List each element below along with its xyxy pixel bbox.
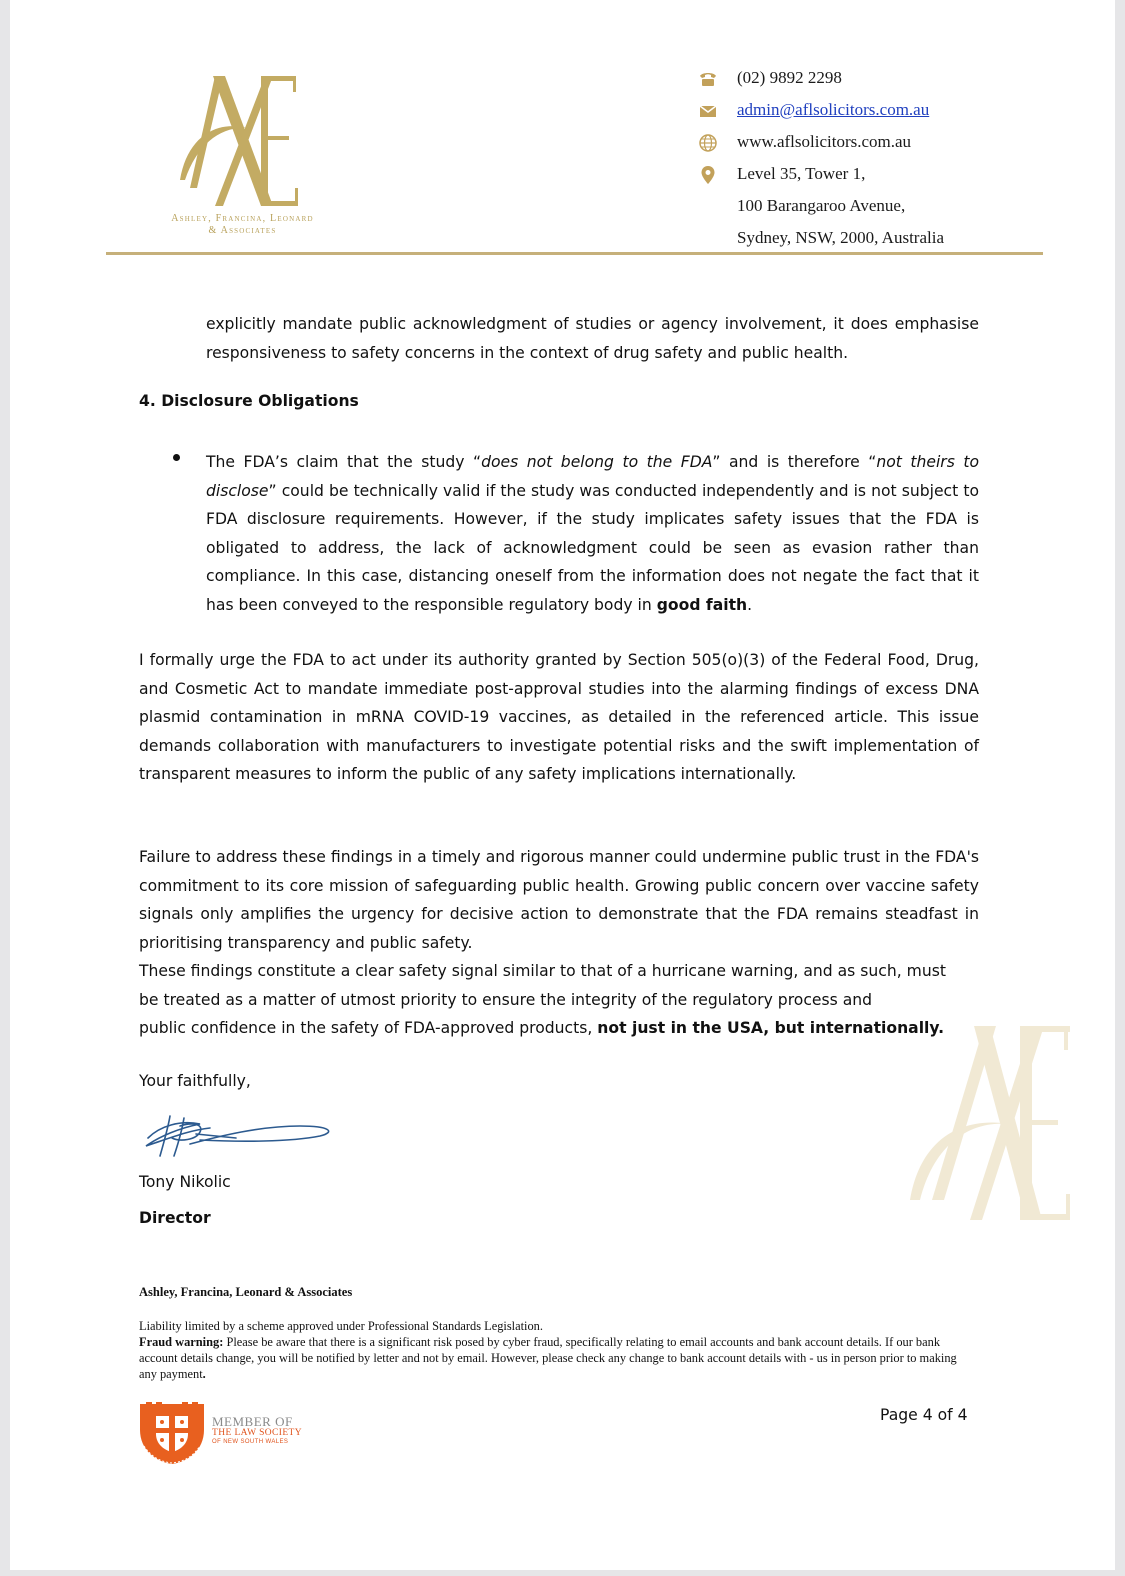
signatory-name: Tony Nikolic <box>139 1173 231 1191</box>
bullet-text-4: . <box>747 595 753 614</box>
failure-paragraph: Failure to address these findings in a timely and rigorous manner could undermine public trust in the FDA's commitment to its core mission of safeguarding public health. Growing public concern over vaccine safety signals only amplifies the urgency for decisive action to demonstrate that the FDA remains steadfast in prioritising transparency and public safety. <box>139 848 979 952</box>
closing-salutation: Your faithfully, <box>139 1072 251 1090</box>
contact-website-row <box>698 128 988 160</box>
bullet-text-1: The FDA’s claim that the study “ <box>206 453 482 471</box>
firm-logo <box>150 68 335 240</box>
fraud-warning-text: Please be aware that there is a significant risk posed by cyber fraud, specifically relating to email accounts and bank account details. If our bank account details change, you will be notified by letter and not by email. However, please check any change to bank account details with - us in person prior to making any payment <box>139 1335 957 1381</box>
website-text: www.aflsolicitors.com.au <box>737 132 912 151</box>
section-heading: 4. Disclosure Obligations <box>139 392 359 410</box>
bullet-paragraph <box>206 448 979 620</box>
bullet-text-3: ” could be technically valid if the study was conducted independently and is not subject to FDA disclosure requirements. However, if the study implicates safety issues that the FDA is obligated to address, the lack of acknowledgment could be seen as evasion rather than compliance. In this case, distancing oneself from the information does not negate the fact that it has been conveyed to the responsible regulatory body in <box>206 481 979 614</box>
address-line-1: Level 35, Tower 1, <box>737 164 866 183</box>
fraud-warning <box>139 1334 959 1382</box>
page-number: Page 4 of 4 <box>880 1406 968 1424</box>
findings-line-1: These findings constitute a clear safety signal similar to that of a hurricane warning, and as such, must <box>139 962 946 980</box>
law-society-text: THE LAW SOCIETY <box>212 1428 303 1438</box>
location-pin-icon <box>698 165 718 185</box>
footer-firm-name: Ashley, Francina, Leonard & Associates <box>139 1285 353 1299</box>
signature-image <box>140 1108 340 1168</box>
findings-line-2: be treated as a matter of utmost priority to ensure the integrity of the regulatory process and <box>139 990 873 1009</box>
document-page <box>10 0 1115 1570</box>
globe-icon <box>698 133 718 153</box>
fraud-warning-end: . <box>202 1367 206 1381</box>
member-of-text: MEMBER OF <box>212 1414 293 1429</box>
law-society-crest-icon <box>138 1400 206 1466</box>
logo-firm-line2: & Associates <box>208 225 277 236</box>
bullet-icon <box>173 454 180 461</box>
email-link[interactable]: admin@aflsolicitors.com.au <box>737 100 930 119</box>
contact-address-row <box>698 160 988 192</box>
continuation-paragraph: explicitly mandate public acknowledgment of studies or agency involvement, it does emphasise responsiveness to safety concerns in the context of drug safety and public health. <box>206 315 979 362</box>
liability-text: Liability limited by a scheme approved under Professional Standards Legislation. <box>139 1319 543 1333</box>
logo-firm-line1: Ashley, Francina, Leonard <box>171 213 314 224</box>
phone-number: (02) 9892 2298 <box>737 68 842 87</box>
findings-paragraph <box>139 957 979 1043</box>
findings-line-3 <box>139 1014 979 1043</box>
address-line-3: Sydney, NSW, 2000, Australia <box>737 228 944 247</box>
bullet-text-2: ” and is therefore “ <box>712 453 877 471</box>
findings-line-3b: not just in the USA, but internationally. <box>597 1019 945 1038</box>
contact-block <box>698 64 988 256</box>
mail-icon <box>698 101 718 121</box>
signatory-title: Director <box>139 1209 211 1227</box>
footer-disclaimer <box>139 1318 959 1382</box>
axe-monogram-icon <box>175 68 310 210</box>
logo-firm-name <box>150 213 335 237</box>
fraud-warning-label: Fraud warning: <box>139 1335 224 1349</box>
phone-icon <box>698 69 718 89</box>
contact-email-row <box>698 96 988 128</box>
logo-watermark-icon <box>910 1020 1070 1225</box>
findings-line-3a: public confidence in the safety of FDA-approved products, <box>139 1019 598 1038</box>
address-line-2: 100 Barangaroo Avenue, <box>737 196 906 215</box>
nsw-text: OF NEW SOUTH WALES <box>212 1439 289 1445</box>
header-divider <box>106 252 1043 255</box>
bullet-quote-1: does not belong to the FDA <box>481 453 713 471</box>
contact-phone-row <box>698 64 988 96</box>
bullet-quote-2: not theirs to disclose <box>206 453 979 500</box>
contact-address-row-2 <box>698 192 988 224</box>
urge-paragraph: I formally urge the FDA to act under its authority granted by Section 505(o)(3) of the Federal Food, Drug, and Cosmetic Act to mandate immediate post-approval studies into the alarming findings of excess DNA plasmid contamination in mRNA COVID-19 vaccines, as detailed in the referenced article. This issue demands collaboration with manufacturers to investigate potential risks and the swift implementation of transparent measures to inform the public of any safety implications internationally. <box>139 651 979 784</box>
bullet-good-faith: good faith <box>656 595 748 614</box>
law-society-badge <box>138 1400 338 1470</box>
